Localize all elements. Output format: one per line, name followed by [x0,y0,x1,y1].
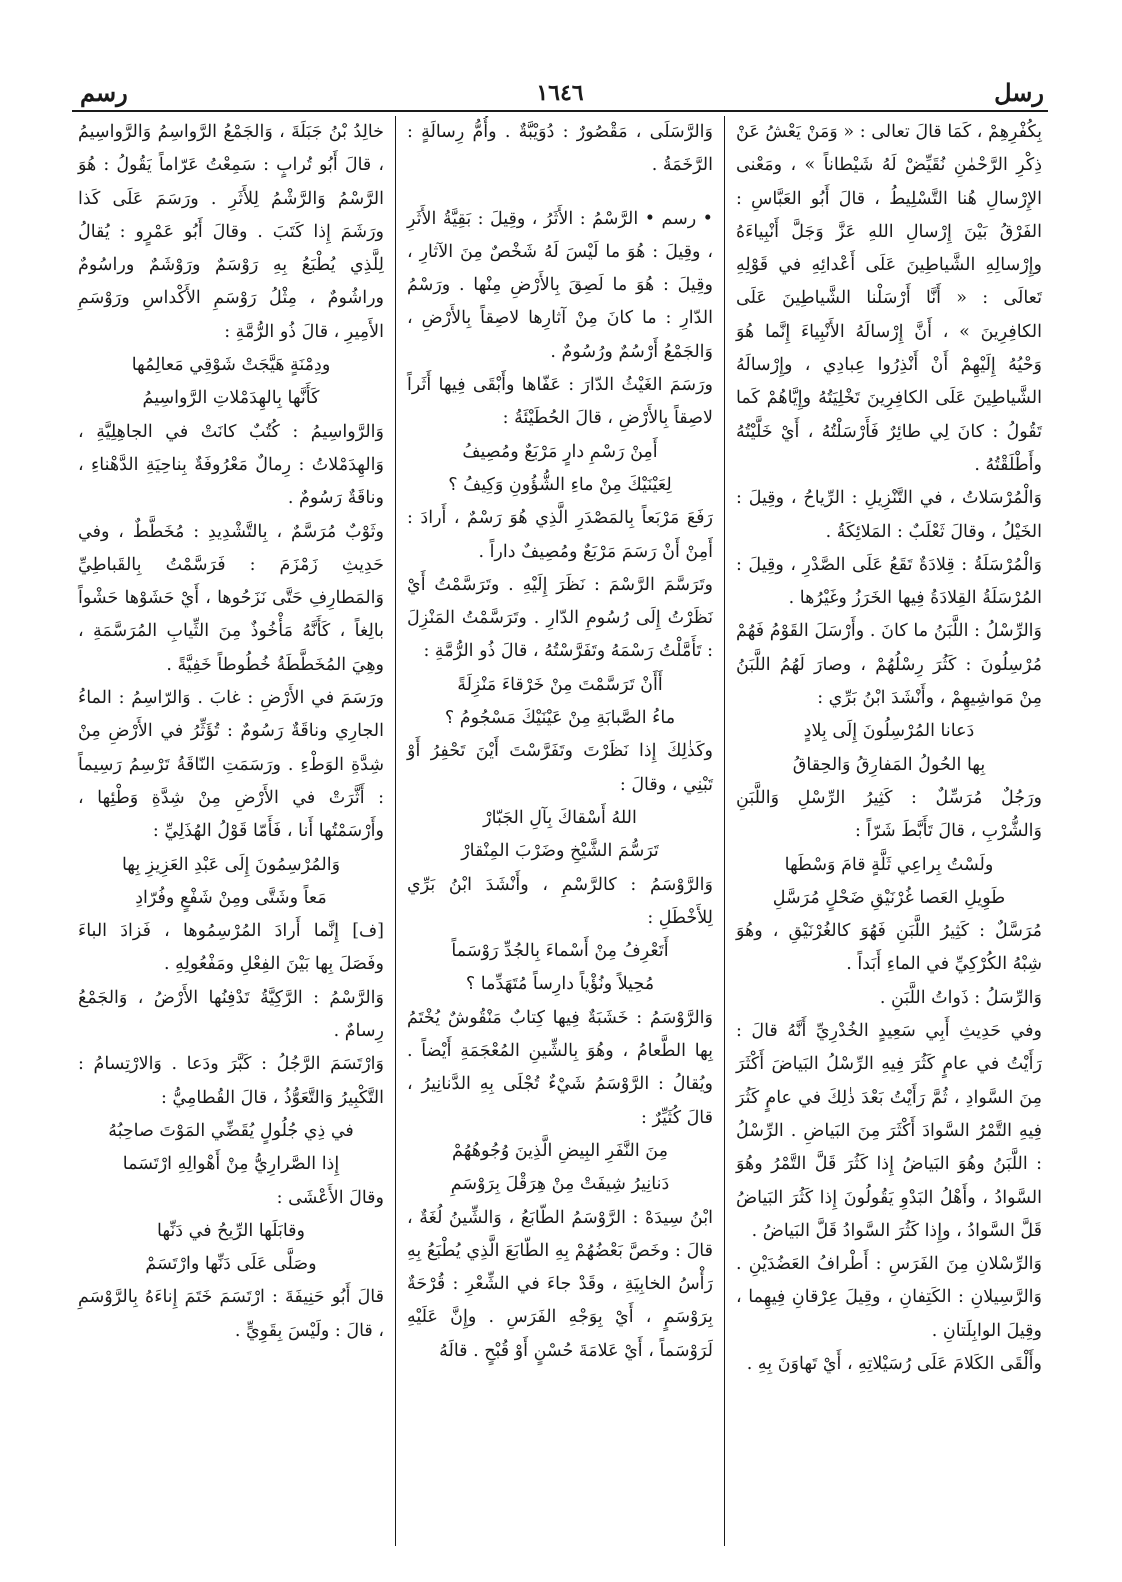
entry-paragraph: وَالرَّسْمُ : الرَّكِيَّةُ تَدْفِنُها الأَرْضُ ، وَالجَمْعُ رِسامٌ . [78,987,384,1042]
verse-line: ولَسْتُ بِراعِي ثَلَّةٍ قامَ وَسْطَها [784,854,994,875]
entry-paragraph: وَالرَّسَلَى ، مَقْصُورٌ : دُوَيْبَّةٌ . وأُمُّ رِسالَةٍ : الرَّخَمَةُ . [407,122,713,176]
entry-paragraph: وأَلْقَى الكَلامَ عَلَى رُسَيْلاتِهِ ، أَيْ تَهاوَنَ بِهِ . [746,1353,1042,1374]
verse-line: أَأَنْ تَرَسَّمْتَ مِنْ خَرْقاءَ مَنْزِلَةً [457,674,663,695]
column-left [72,116,390,1546]
entry-paragraph: ورَسَمَ الغَيْثُ الدّارَ : عَفّاها وأَبْقَى فِيها أَثَراً لاصِقاً بِالأَرْضِ ، قالَ الحُطَيْئَةُ : [407,375,713,429]
verse-line: وقابَلَها الرِّيحُ في دَنِّها [157,1220,305,1241]
verse-line: دَعانا المُرْسِلُونَ إِلَى بِلادٍ [803,721,975,742]
entry-paragraph: ابْنُ سِيدَهْ : الرَّوْسَمُ الطّابَعُ ، وَالشِّينُ لُغَةٌ ، قالَ : وخَصَّ بَعْضُهُمْ بِهِ الطّابَعَ الَّذِي يُطْبَعُ بِهِ رَأْسُ الخابِيَةِ ، وقَدْ جاءَ في الشِّعْرِ : قُرْحَةٌ بِرَوْسَمٍ ، أَيْ بِوَجْهِ الفَرَسِ . وإِنَّ عَلَيْهِ لَرَوْسَماً ، أَيْ عَلامَةَ حُسْنٍ أَوْ قُبْحٍ . قالَهُ [407,1207,713,1361]
verse-line: أَمِنْ رَسْمِ دارٍ مَرْبَعٌ ومُصِيفُ [462,441,658,462]
column-right [730,116,1048,1546]
page-number: ١٦٤٦ [536,80,584,106]
entry-paragraph: بِكُفْرِهِمْ ، كَمَا قالَ تعالى : « وَمَنْ يَعْشُ عَنْ ذِكْرِ الرَّحْمٰنِ نُقَيِّضْ لَهُ شَيْطاناً » ، ومَعْنى الإِرْسالِ هُنا التَّسْلِيطُ ، قالَ أَبُو العَبَّاسِ : الفَرْقُ بَيْنَ إِرْسالِ اللهِ عَزَّ وَجَلَّ أَنْبِياءَهُ وإِرْسالِهِ الشَّياطِينَ عَلَى أَعْدائِهِ في قَوْلِهِ تَعالَى : « أَنَّا أَرْسَلْنا الشَّياطِينَ عَلَى الكافِرِينَ » ، أَنَّ إِرْسالَهُ الأَنْبِياءَ إِنَّما هُوَ وَحْيُهُ إِلَيْهِمْ أَنْ أَنْذِرُوا عِبادِي ، وإِرْسالَهُ الشَّياطِينَ عَلَى الكافِرِينَ تَخْلِيَتُهُ وإِيَّاهُمْ كَما تَقُولُ : كانَ لِي طائِرٌ فَأَرْسَلْتُهُ ، أَيْ خَلَّيْتُهُ وأَطْلَقْتُهُ . [736,122,1042,475]
column-middle [401,116,719,1546]
entry-paragraph: وَالْمُرْسَلَةُ : قِلادَةٌ تَقَعُ عَلَى الصَّدْرِ ، وقِيلَ : المُرْسَلَةُ القِلادَةُ فِيها الخَرَزُ وغَيْرُها . [736,554,1042,609]
verse-line: بِها الحُولُ المَفارِقُ وَالحِقاقُ [792,754,986,775]
entry-paragraph: وَالْمُرْسَلاتُ ، في التَّنْزِيلِ : الرِّياحُ ، وقِيلَ : الخَيْلُ ، وقالَ ثَعْلَبٌ : المَلائِكَةُ . [736,488,1042,542]
column-divider [719,116,730,1546]
entry-paragraph: وقالَ الأَعْشَى : [276,1187,384,1208]
entry-paragraph: وَالرَّوْسَمُ : كالرَّسْمِ ، وأَنْشَدَ ابْنُ بَرِّي لِلأَخْطَلِ : [407,874,713,928]
verse-line: في ذِي جُلُولٍ يُقَضِّي المَوْتَ صاحِبُهُ [108,1120,354,1141]
entry-paragraph: وفي حَدِيثِ أَبِي سَعِيدٍ الخُدْرِيِّ أَنَّهُ قالَ : رَأَيْتُ في عامٍ كَثُرَ فِيهِ الرِّسْلُ البَياضَ أَكْثَرَ مِنَ السَّوادِ ، ثُمَّ رَأَيْتُ بَعْدَ ذٰلِكَ في عامٍ كَثُرَ فِيهِ التَّمْرُ السَّوادَ أَكْثَرَ مِنَ البَياضِ . الرِّسْلُ : اللَّبَنُ وهُوَ البَياضُ إِذا كَثُرَ قَلَّ التَّمْرُ وهُوَ السَّوادُ ، وأَهْلُ البَدْوِ يَقُولُونَ إِذا كَثُرَ البَياضُ قَلَّ السَّوادُ ، وإِذا كَثُرَ السَّوادُ قَلَّ البَياضُ . [736,1021,1042,1241]
verse-line: تَرَسُّمَ الشَّيْخِ وضَرْبَ المِنْقارْ [461,841,659,862]
verse-line: أَتَعْرِفُ مِنْ أَسْماءَ بِالجُدِّ رَوْسَماً [451,941,669,962]
verse-line: ودِمْنَةٍ هَيَّجَتْ شَوْقِي مَعالِمُها [131,355,331,376]
verse-line: كَأَنَّها بِالهِدَمْلاتِ الرَّواسِيمُ [142,388,320,409]
verse-line: ماءُ الصَّبابَةِ مِنْ عَيْنَيْكَ مَسْجُومُ ؟ [444,708,676,729]
entry-paragraph: خالِدُ بْنُ جَبَلَةَ ، وَالجَمْعُ الرَّواسِمُ وَالرَّواسِيمُ ، قالَ أَبُو تُرابٍ : سَمِعْتُ عَرّاماً يَقُولُ : هُوَ الرَّسْمُ وَالرَّشْمُ لِلأَثَرِ . ورَسَمَ عَلَى كَذا ورَشَمَ إِذا كَتَبَ . وقالَ أَبُو عَمْرٍو : يُقالُ لِلَّذِي يُطْبَعُ بِهِ رَوْسَمٌ ورَوْشَمٌ وراسُومٌ وراشُومٌ ، مِثْلُ رَوْسَمِ الأَكْداسِ ورَوْسَمِ الأَمِيرِ ، قالَ ذُو الرُّمَّةِ : [78,122,384,342]
verse-line: إِذا الصَّرارِيُّ مِنْ أَهْوالِهِ ارْتَسَما [122,1154,340,1175]
verse-line: وصَلَّى عَلَى دَنِّها وارْتَسَمْ [145,1254,317,1275]
verse-line: مِنَ النَّفَرِ البِيضِ الَّذِينَ وُجُوهُهُمْ [452,1140,668,1161]
entry-paragraph: وكَذٰلِكَ إِذا نَظَرْتَ وتَفَرَّسْتَ أَيْنَ تَحْفِرُ أَوْ تَبْنِي ، وقالَ : [407,741,713,795]
entry-paragraph: رَفَعَ مَرْبَعاً بِالمَصْدَرِ الَّذِي هُوَ رَسْمٌ ، أَرادَ : أَمِنْ أَنْ رَسَمَ مَرْبَعٌ ومُصِيفٌ داراً . [407,508,713,562]
entry-paragraph: مُرَسَّلٌ : كَثِيرُ اللَّبَنِ فَهُوَ كالغُرْنَيْقِ ، وهُوَ شِبْهُ الكُرْكِيِّ في الماءِ أَبَداً . [736,921,1042,975]
header-rule [72,110,1048,112]
verse-line: لِعَيْنَيْكَ مِنْ ماءِ الشُّؤُونِ وَكِيفُ ؟ [448,474,672,495]
entry-paragraph: وَالرِّسْلانِ مِنَ الفَرَسِ : أَطْرافُ العَضُدَيْنِ . وَالرَّسِيلانِ : الكَتِفانِ ، وقِيلَ عِرْقانِ فِيهِما ، وقِيلَ الوابِلَتانِ . [736,1254,1042,1341]
entry-paragraph: وَالرَّوْسَمُ : خَشَبَةٌ فِيها كِتابٌ مَنْقُوشٌ يُخْتَمُ بِها الطَّعامُ ، وهُوَ بِالشِّينِ المُعْجَمَةِ أَيْضاً . ويُقالُ : الرَّوْسَمُ شَيْءٌ تُجْلَى بِهِ الدَّنانِيرُ ، قالَ كُثَيِّرٌ : [407,1007,713,1128]
header-root-left: رسم [80,78,128,107]
verse-line: اللهُ أَسْقاكَ بِآلِ الجَبّارْ [483,807,637,828]
entry-paragraph: وَالرِّسْلُ : اللَّبَنُ ما كانَ . وأَرْسَلَ القَوْمُ فَهُمْ مُرْسِلُونَ : كَثُرَ رِسْلُهُمْ ، وصارَ لَهُمُ اللَّبَنُ مِنْ مَواشِيهِمْ ، وأَنْشَدَ ابْنُ بَرِّي : [736,621,1042,709]
entry-paragraph: • رسم • الرَّسْمُ : الأَثَرُ ، وقِيلَ : بَقِيَّةُ الأَثَرِ ، وقِيلَ : هُوَ ما لَيْسَ لَهُ شَخْصٌ مِنَ الآثارِ ، وقِيلَ : هُوَ ما لَصِقَ بِالأَرْضِ مِنْها . ورَسْمُ الدّارِ : ما كانَ مِنْ آثارِها لاصِقاً بِالأَرْضِ ، وَالجَمْعُ أَرْسُمٌ ورُسُومٌ . [407,208,713,362]
text-columns [72,116,1048,1546]
entry-paragraph: وتَرَسَّمَ الرَّسْمَ : نَظَرَ إِلَيْهِ . وتَرَسَّمْتُ أَيْ نَظَرْتُ إِلَى رُسُومِ الدّارِ . وتَرَسَّمْتُ المَنْزِلَ : تَأَمَّلْتُ رَسْمَهُ وتَفَرَّسْتُهُ ، قالَ ذُو الرُّمَّةِ : [407,574,713,662]
entry-paragraph: [ف] إِنَّما أَرادَ المُرْسِمُوها ، فَزادَ الباءَ وفَصَلَ بِها بَيْنَ الفِعْلِ ومَفْعُولِهِ . [78,921,384,975]
verse-line: دَنانِيرُ شِيفَتْ مِنْ هِرَقْلَ بِرَوْسَمِ [450,1174,670,1195]
entry-paragraph: وَالرَّواسِيمُ : كُتُبٌ كانَتْ في الجاهِلِيَّةِ ، وَالهِدَمْلاتُ : رِمالٌ مَعْرُوفَةٌ بِناحِيَةِ الدَّهْناءِ ، وناقَةٌ رَسُومٌ . [78,421,384,509]
entry-paragraph: وَارْتَسَمَ الرَّجُلُ : كَبَّرَ ودَعا . وَالارْتِسامُ : التَّكْبِيرُ وَالتَّعَوُّذُ ، قالَ القُطامِيُّ : [78,1054,384,1108]
entry-paragraph: ورَجُلٌ مُرَسِّلٌ : كَثِيرُ الرِّسْلِ وَاللَّبَنِ وَالشُّرْبِ ، قالَ تَأَبَّطَ شَرّاً : [736,787,1042,842]
verse-line: مَعاً وشَتَّى ومِنْ شَفْعٍ وفُرّادِ [135,887,327,908]
verse-line: مُحِيلاً ونُؤْياً دارِساً مُتَهَدِّما ؟ [465,974,655,995]
verse-line: طَوِيلِ العَصا غُرْنَيْقِ ضَحْلٍ مُرَسَّلِ [772,887,1006,908]
header-root-right: رسل [994,78,1044,107]
entry-paragraph: ورَسَمَ في الأَرْضِ : غابَ . وَالرّاسِمُ : الماءُ الجارِي وناقَةٌ رَسُومٌ : تُؤَثِّرُ في الأَرْضِ مِنْ شِدَّةِ الوَطْءِ . ورَسَمَتِ النّاقَةُ تَرْسِمُ رَسِيماً : أَثَّرَتْ في الأَرْضِ مِنْ شِدَّةِ وَطْئِها ، وأَرْسَمْتُها أَنا ، فَأَمّا قَوْلُ الهُذَلِيِّ : [78,688,384,842]
entry-paragraph: وَالرِّسَلُ : ذَواتُ اللَّبَنِ . [879,987,1042,1008]
verse-line: وَالمُرْسِمُونَ إِلَى عَبْدِ العَزِيزِ بِها [121,854,341,875]
page-header [72,78,1048,112]
column-divider [390,116,401,1546]
entry-paragraph: قالَ أَبُو حَنِيفَةَ : ارْتَسَمَ خَتَمَ إِناءَهُ بِالرَّوْسَمِ ، قالَ : ولَيْسَ بِقَوِيٍّ . [78,1287,384,1341]
entry-paragraph: وثَوْبٌ مُرَسَّمٌ ، بِالتَّشْدِيدِ : مُخَطَّطٌ ، وفي حَدِيثِ زَمْزَمَ : فَرَسَّمْتُ بِالقَباطِيِّ وَالمَطارِفِ حَتَّى نَزَحُوها ، أَيْ حَشَوْها حَشْواً بالِغاً ، كَأَنَّهُ مَأْخُوذٌ مِنَ الثِّيابِ المُرَسَّمَةِ ، وهِيَ المُخَطَّطَةُ خُطُوطاً خَفِيَّةً . [78,521,384,675]
